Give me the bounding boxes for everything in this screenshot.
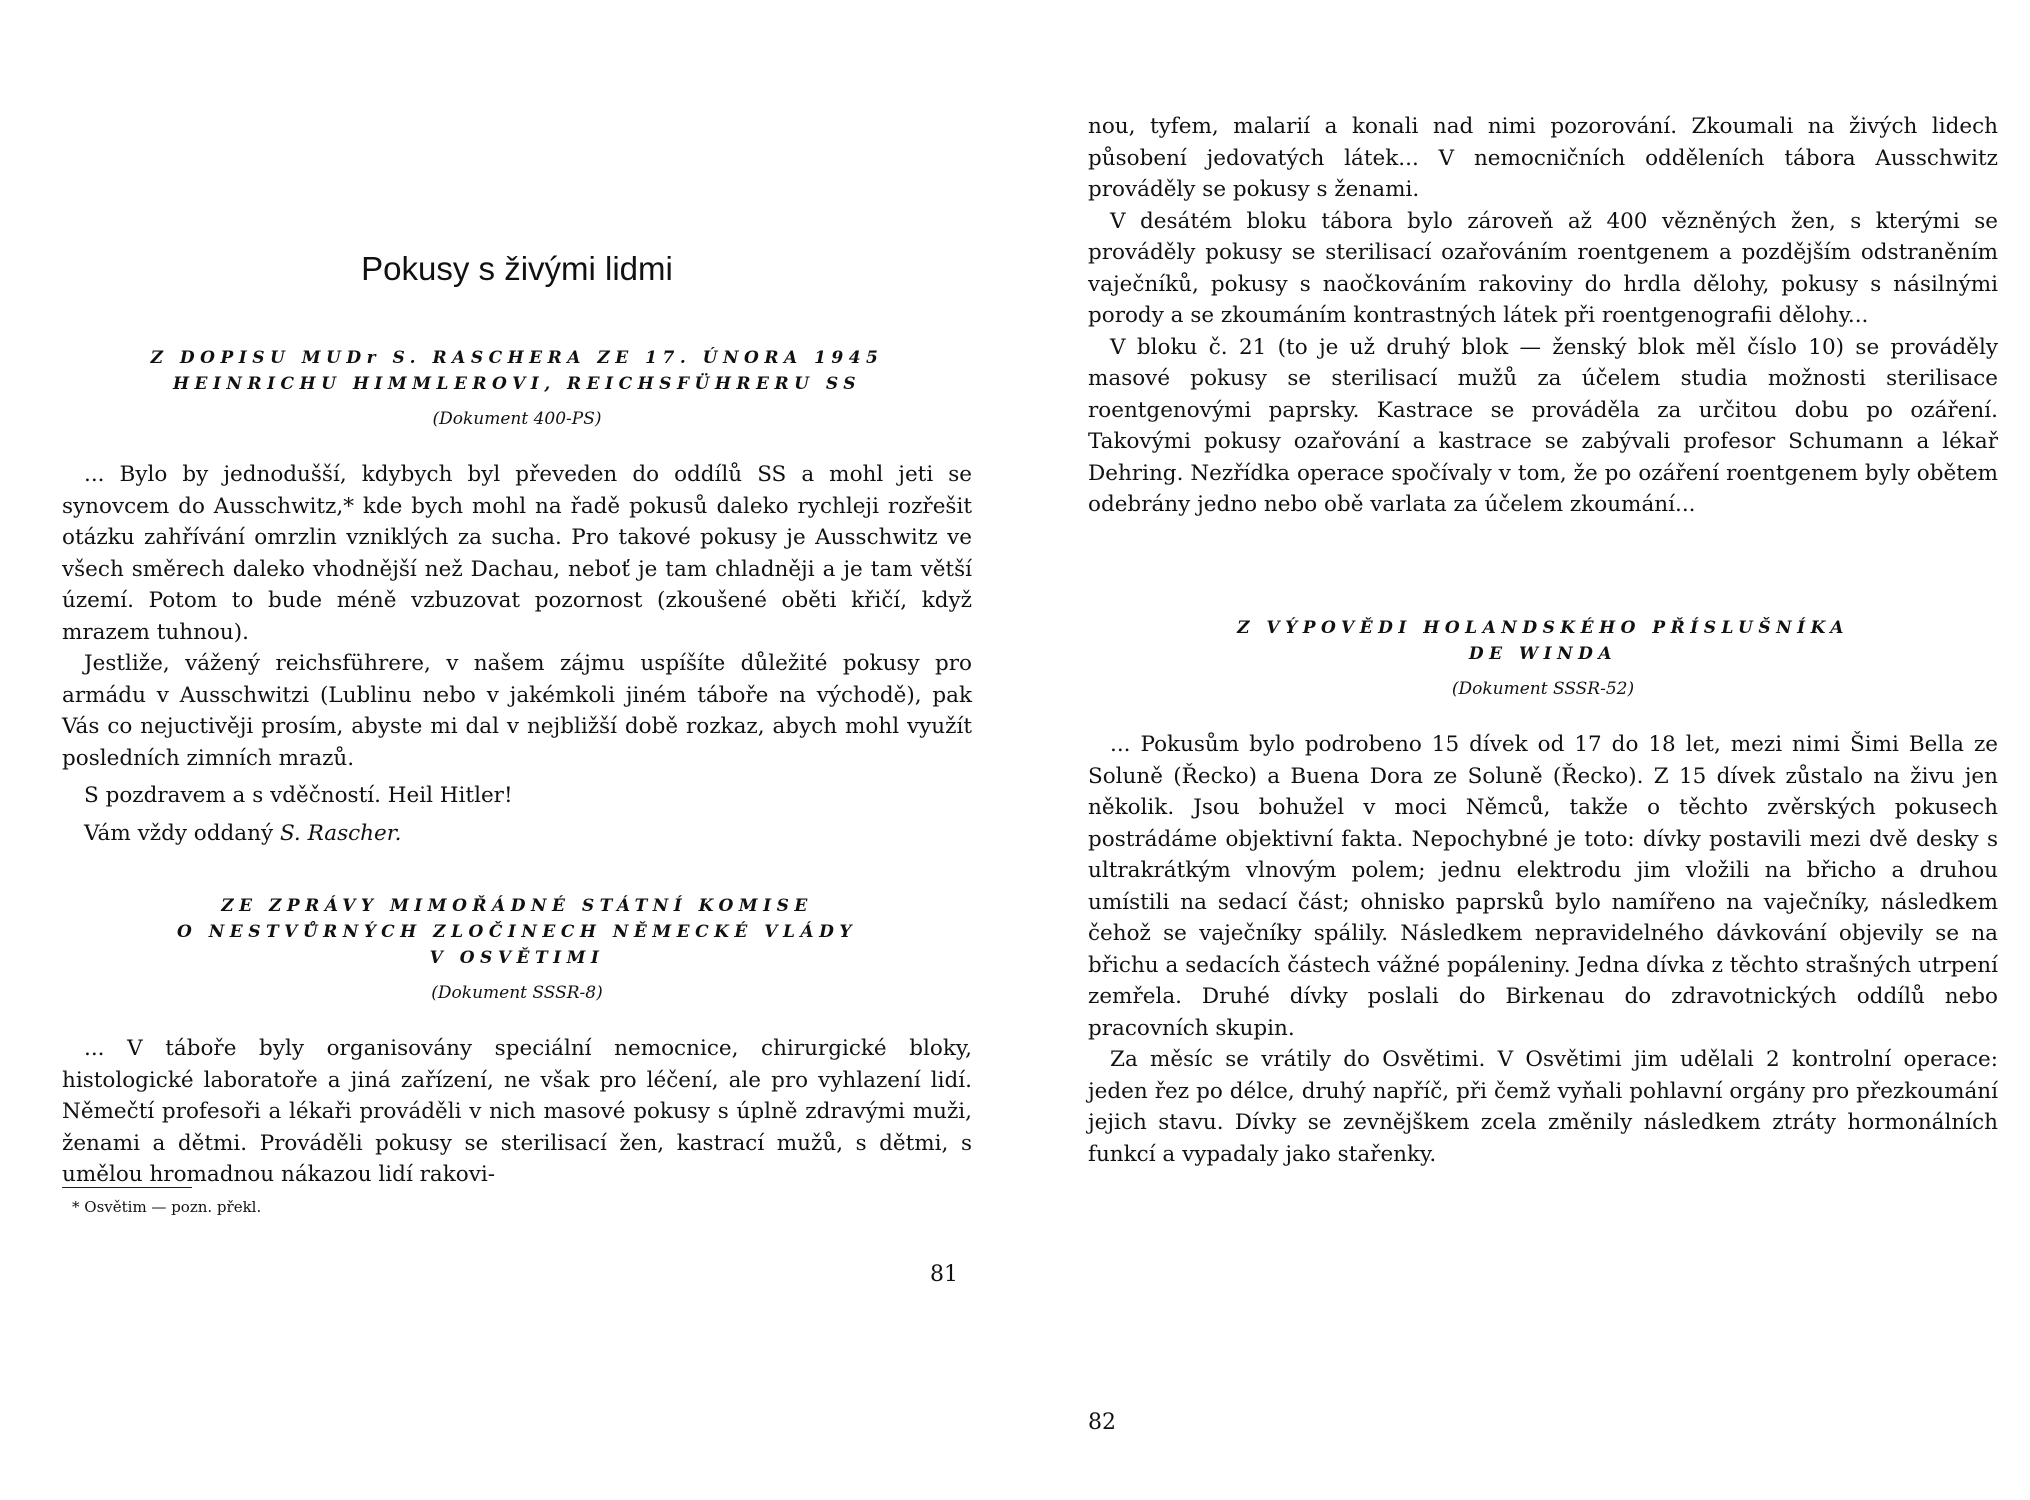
closing [84,818,972,850]
section-de-wind-testimony [1088,615,1998,701]
letter-body [62,459,972,849]
section-heading: HEINRICHU HIMMLEROVI, REICHSFÜHRERU SS [172,374,862,394]
section-commission-report [62,893,972,1005]
paragraph: V bloku č. 21 (to je už druhý blok — ženský blok měl číslo 10) se prováděly masové pokusy se sterilisací mužů za účelem studia možnosti sterilisace roentgenovými paprsky. Kastrace se prováděla za určitou dobu po ozáření. Takovými pokusy ozařování a kastrace se zabývali profesor Schumann a lékař Dehring. Nezřídka operace spočívaly v tom, že po ozáření roentgenem byly obětem odebrány jedno nebo obě varlata za účelem zkoumání... [1088,334,1998,517]
left-page [62,0,972,1500]
document-reference: (Dokument SSSR-8) [431,983,603,1003]
paragraph: ... Bylo by jednodušší, kdybych byl převeden do oddílů SS a mohl jeti se synovcem do Ausschwitz,* kde bych mohl na řadě pokusů daleko rychleji rozřešit otázku zahřívání omrzlin vzniklých za sucha. Pro takové pokusy je Ausschwitz ve všech směrech daleko vhodnější než Dachau, neboť je tam chladněji a je tam větší území. Potom to bude méně vzbuzovat pozornost (zkoušené oběti křičí, když mrazem tuhnou). [62,462,972,645]
testimony-body [1088,729,1998,1170]
section-raschér-letter [62,345,972,431]
section-heading: O NESTVŮRNÝCH ZLOČINECH NĚMECKÉ VLÁDY [176,922,857,942]
section-heading: ZE ZPRÁVY MIMOŘÁDNÉ STÁTNÍ KOMISE [221,896,813,916]
section-heading: Z DOPISU MUDr S. RASCHERA ZE 17. ÚNORA 1945 [150,348,884,368]
footnote: * Osvětim — pozn. překl. [72,1198,262,1216]
section-heading: V OSVĚTIMI [429,948,605,968]
section-heading: DE WINDA [1468,644,1618,664]
chapter-title: Pokusy s živými lidmi [361,250,673,287]
signature: S. Rascher. [279,820,402,846]
greeting: S pozdravem a s vděčností. Heil Hitler! [84,783,513,808]
page-number: 81 [930,1262,958,1287]
footnote-divider [62,1187,192,1188]
paragraph: V desátém bloku tábora bylo zároveň až 400 vězněných žen, s kterými se prováděly pokusy se sterilisací ozařováním roentgenem a pozdějším odstraněním vaječníků, pokusy s naočkováním rakoviny do hrdla dělohy, pokusy s násilnými porody a se zkoumáním kontrastných látek při roentgenografii dělohy... [1088,208,1998,328]
document-reference: (Dokument 400-PS) [432,409,602,429]
section-heading: Z VÝPOVĚDI HOLANDSKÉHO PŘÍSLUŠNÍKA [1237,618,1849,638]
paragraph: Jestliže, vážený reichsführere, v našem zájmu uspíšíte důležité pokusy pro armádu v Ausschwitzi (Lublinu nebo v jakémkoli jiném táboře na východě), pak Vás co nejuctivěji prosím, abyste mi dal v nejbližší době rozkaz, abych mohl využít posledních zimních mrazů. [62,651,972,771]
closing-prefix: Vám vždy oddaný [84,820,280,846]
continued-report-body [1088,111,1998,521]
page-number: 82 [1088,1410,1116,1435]
document-reference: (Dokument SSSR-52) [1451,679,1635,699]
paragraph: nou, tyfem, malarií a konali nad nimi pozorování. Zkoumali na živých lidech působení jedovatých látek... V nemocničních odděleních tábora Ausschwitz prováděly se pokusy s ženami. [1088,114,1998,202]
paragraph: ... Pokusům bylo podrobeno 15 dívek od 17 do 18 let, mezi nimi Šimi Bella ze Soluně (Řecko) a Buena Dora ze Soluně (Řecko). Z 15 dívek zůstalo na živu jen několik. Jsou bohužel v moci Němců, takže o těchto zvěrských pokusech postrádáme objektivní fakta. Nepochybné je toto: dívky postavili mezi dvě desky s ultrakrátkým vlnovým polem; jednu elektrodu jim vložili na břicho a druhou umístili na sedací část; ohnisko paprsků bylo namířeno na vaječníky, následkem čehož se vaječníky spálily. Následkem nepravidelného dávkování objevily se na břichu a sedacích částech vážné popáleniny. Jedna dívka z těchto strašných utrpení zemřela. Druhé dívky poslali do Birkenau do zdravotnických oddílů nebo pracovních skupin. [1088,732,1998,1041]
right-page [1088,0,1998,1500]
report-body [62,1033,972,1191]
paragraph: ... V táboře byly organisovány speciální nemocnice, chirurgické bloky, histologické laboratoře a jiná zařízení, ne však pro léčení, ale pro vyhlazení lidí. Němečtí profesoři a lékaři prováděli v nich masové pokusy s úplně zdravými muži, ženami a dětmi. Prováděli pokusy se sterilisací žen, kastrací mužů, s dětmi, s umělou hromadnou nákazou lidí rakovi- [62,1036,972,1187]
paragraph: Za měsíc se vrátily do Osvětimi. V Osvětimi jim udělali 2 kontrolní operace: jeden řez po délce, druhý napříč, při čemž vyňali pohlavní orgány pro přezkoumání jejich stavu. Dívky se zevnějškem zcela změnily následkem ztráty hormonálních funkcí a vypadaly jako stařenky. [1088,1047,1998,1167]
